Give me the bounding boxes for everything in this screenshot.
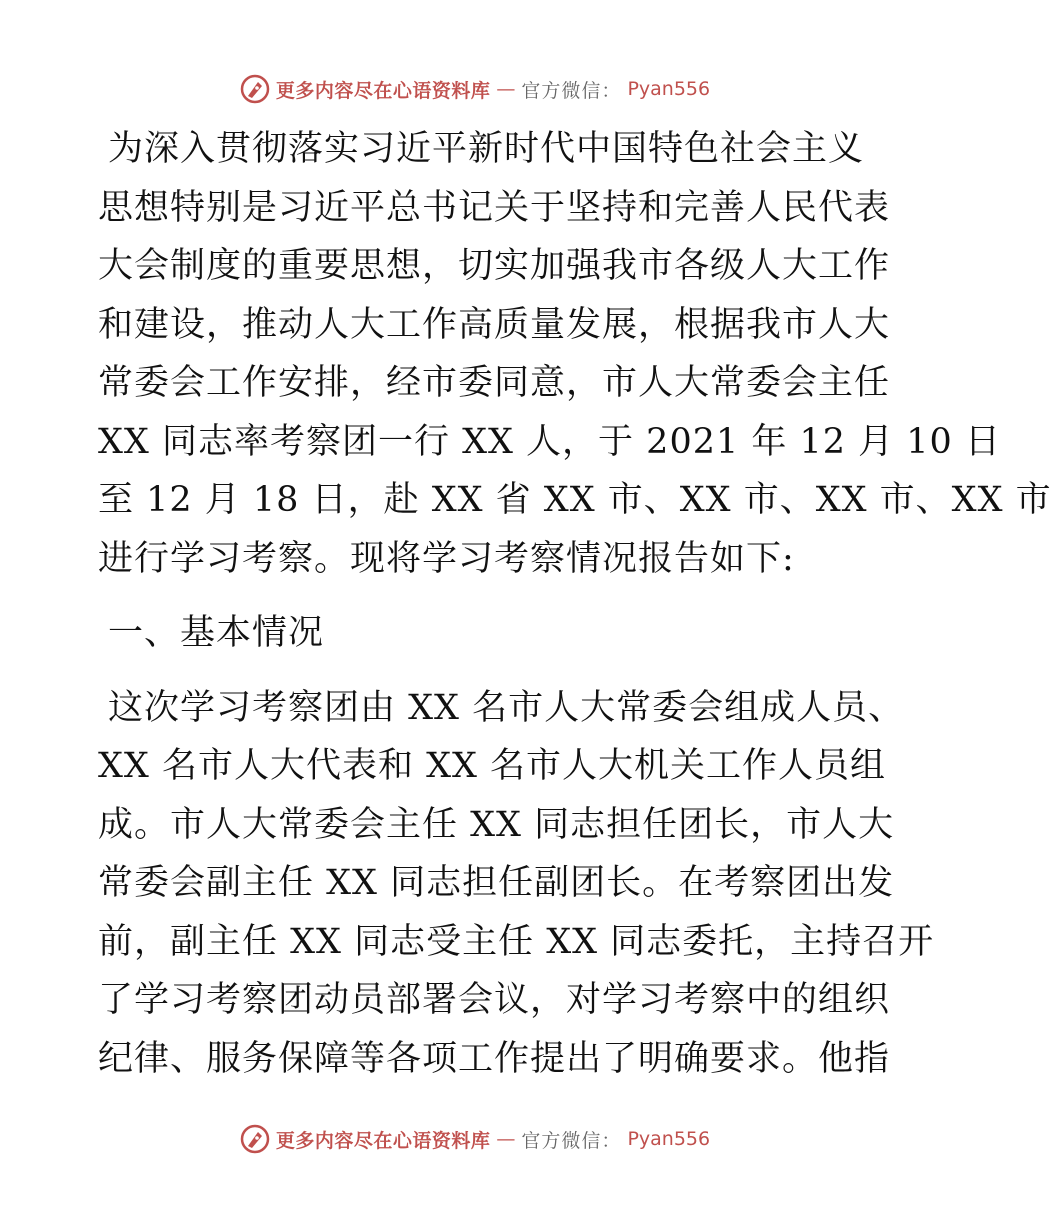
watermark-official-label: 官方微信： — [521, 79, 622, 102]
watermark-wechat-id: Pyan556 — [627, 78, 711, 100]
paragraph-line: 大会制度的重要思想，切实加强我市各级人大工作 — [98, 246, 891, 286]
pen-nib-logo-icon — [240, 1124, 270, 1154]
document-body — [98, 120, 1052, 1088]
paragraph-line: 和建设，推动人大工作高质量发展，根据我市人大 — [98, 304, 891, 345]
pen-nib-logo-icon — [240, 74, 270, 104]
paragraph-line: 常委会工作安排，经市委同意，市人大常委会主任 — [98, 363, 891, 403]
watermark-site-text: 更多内容尽在心语资料库 — [275, 1129, 491, 1152]
paragraph-line: XX 同志率考察团一行 XX 人，于 2021 年 12 月 10 日 — [98, 421, 1001, 462]
watermark-official-label: 官方微信： — [521, 1129, 622, 1152]
watermark-site-text: 更多内容尽在心语资料库 — [275, 79, 491, 102]
footer-watermark — [0, 1122, 950, 1156]
paragraph-line: 进行学习考察。现将学习考察情况报告如下: — [98, 538, 795, 579]
paragraph-line: 前，副主任 XX 同志受主任 XX 同志委托，主持召开 — [98, 921, 935, 962]
paragraph-line: 纪律、服务保障等各项工作提出了明确要求。他指 — [98, 1038, 891, 1079]
paragraph-line: 成。市人大常委会主任 XX 同志担任团长，市人大 — [98, 804, 895, 845]
header-watermark — [0, 72, 950, 106]
paragraph-line: 思想特别是习近平总书记关于坚持和完善人民代表 — [98, 187, 891, 228]
paragraph-line: 了学习考察团动员部署会议，对学习考察中的组织 — [98, 980, 891, 1020]
paragraph-line: XX 名市人大代表和 XX 名市人大机关工作人员组 — [98, 746, 887, 786]
section-heading: 一、基本情况 — [108, 613, 325, 653]
paragraph-line: 这次学习考察团由 XX 名市人大常委会组成人员、 — [108, 687, 905, 728]
paragraph-line: 为深入贯彻落实习近平新时代中国特色社会主义 — [108, 129, 865, 169]
watermark-wechat-id: Pyan556 — [627, 1128, 711, 1150]
watermark-dash: — — [496, 1128, 516, 1150]
watermark-dash: — — [496, 78, 516, 100]
paragraph-line: 至 12 月 18 日，赴 XX 省 XX 市、XX 市、XX 市、XX 市 — [98, 480, 1052, 520]
paragraph-line: 常委会副主任 XX 同志担任副团长。在考察团出发 — [98, 863, 895, 903]
